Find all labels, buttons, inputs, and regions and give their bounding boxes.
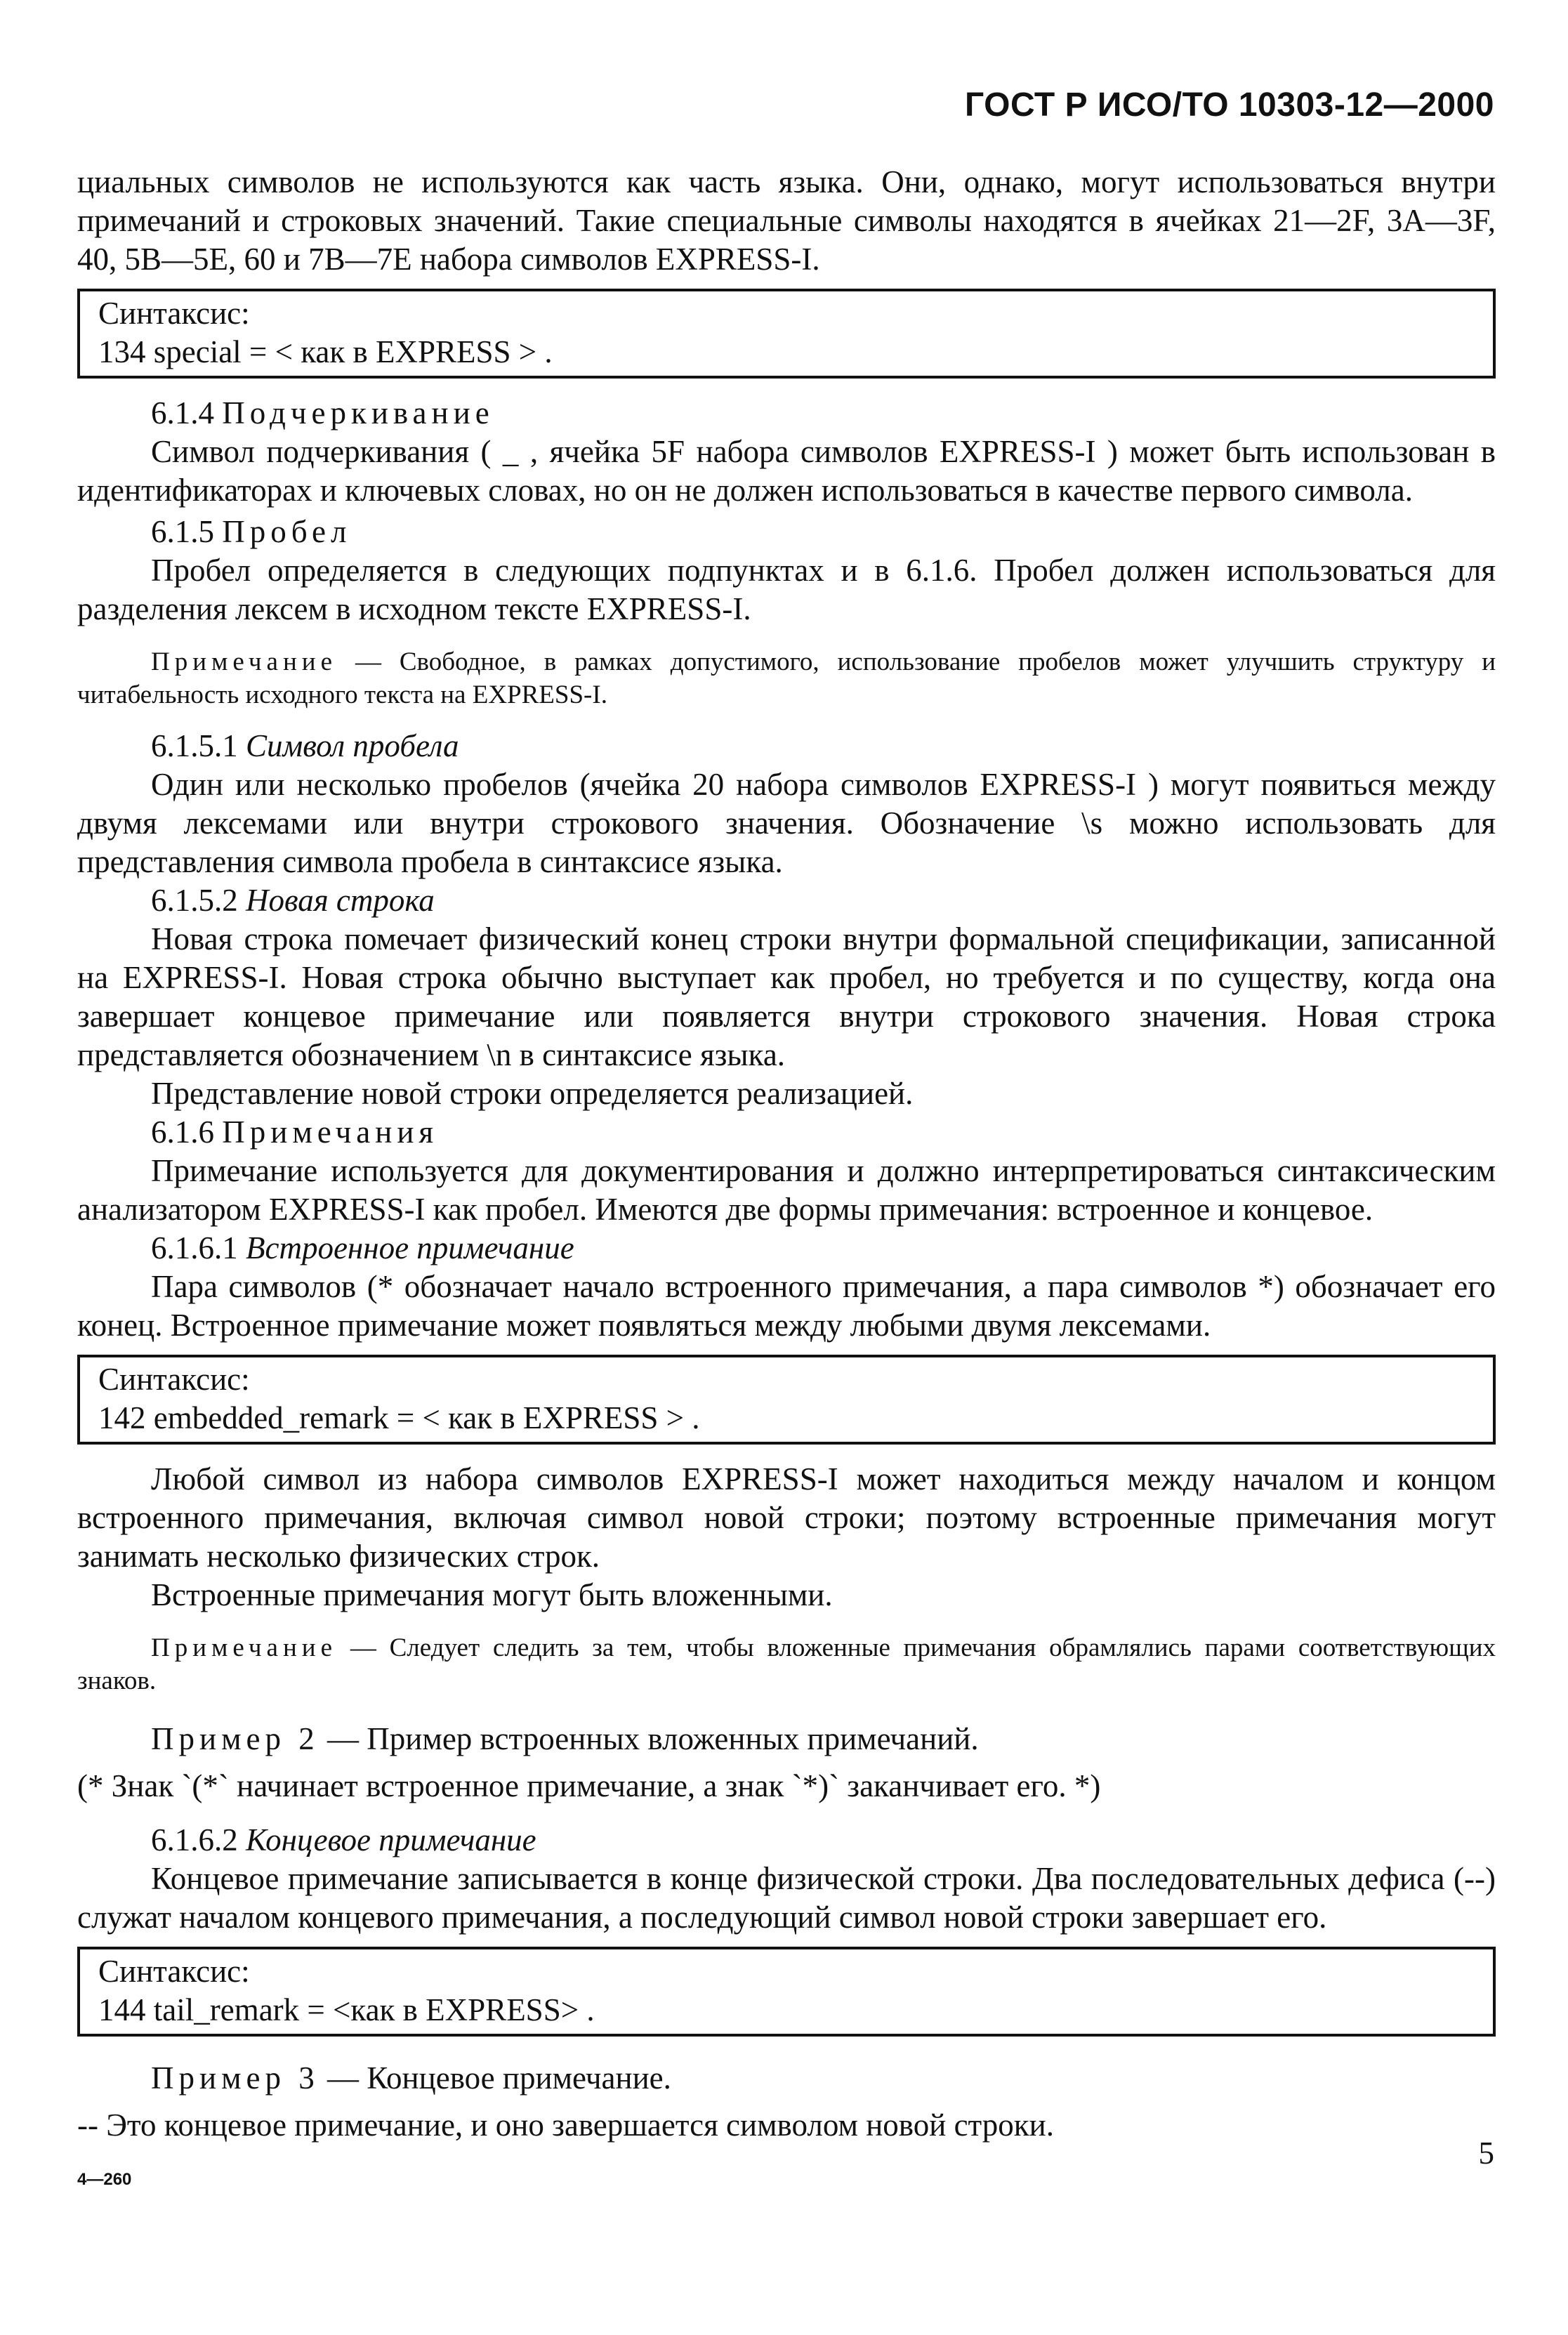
note-label: Примечание bbox=[151, 1633, 337, 1662]
syntax-rule: 142 embedded_remark = < как в EXPRESS > . bbox=[98, 1400, 700, 1435]
example-3-code: -- Это концевое примечание, и оно завершается символом новой строки. bbox=[77, 2107, 1054, 2143]
section-heading-newline bbox=[77, 881, 1496, 920]
syntax-label: Синтаксис: bbox=[98, 1954, 250, 1989]
example-label: Пример 2 bbox=[151, 1721, 319, 1756]
syntax-rule: 144 tail_remark = <как в EXPRESS> . bbox=[98, 1992, 595, 2027]
section-title: Примечания bbox=[222, 1114, 439, 1150]
section-number: 6.1.5.1 bbox=[151, 728, 246, 763]
section-title: Символ пробела bbox=[246, 728, 459, 763]
section-heading-underscore bbox=[77, 394, 1496, 433]
section-number: 6.1.6 bbox=[151, 1114, 223, 1150]
section-number: 6.1.5 bbox=[151, 514, 223, 549]
page-number: 5 bbox=[1478, 2136, 1494, 2171]
paragraph-remarks: Примечание используется для документирования и должно интерпретироваться синтаксическим анализатором EXPRESS-I как пробел. Имеются две формы примечания: встроенное и концевое. bbox=[77, 1153, 1496, 1227]
section-title: Пробел bbox=[222, 514, 352, 549]
print-code: 4—260 bbox=[77, 2170, 132, 2189]
section-number: 6.1.4 bbox=[151, 395, 223, 430]
paragraph-space: Пробел определяется в следующих подпунктах и в 6.1.6. Пробел должен использоваться для разделения лексем в исходном тексте EXPRESS-I. bbox=[77, 553, 1496, 626]
section-title: Концевое примечание bbox=[246, 1822, 536, 1857]
syntax-label: Синтаксис: bbox=[98, 296, 250, 331]
section-heading-remarks bbox=[77, 1113, 1496, 1152]
section-number: 6.1.5.2 bbox=[151, 883, 246, 918]
syntax-box-tail-remark bbox=[77, 1947, 1496, 2037]
example-3-caption bbox=[77, 2059, 1496, 2098]
note-nested bbox=[77, 1631, 1496, 1697]
paragraph-space-char: Один или несколько пробелов (ячейка 20 набора символов EXPRESS-I ) могут появиться между двумя лексемами или внутри строкового значения. Обозначение \s можно использовать для представления символа пробела в синтаксисе языка. bbox=[77, 767, 1496, 879]
section-heading-space-char bbox=[77, 727, 1496, 765]
syntax-box-special bbox=[77, 289, 1496, 379]
note-text: — Свободное, в рамках допустимого, использование пробелов может улучшить структуру и читабельность исходного текста на EXPRESS-I. bbox=[77, 647, 1496, 709]
paragraph-tail-remark: Концевое примечание записывается в конце физической строки. Два последовательных дефиса (--) служат началом концевого примечания, а последующий символ новой строки завершает его. bbox=[77, 1861, 1496, 1935]
example-2-code: (* Знак `(*` начинает встроенное примечание, а знак `*)` заканчивает его. *) bbox=[77, 1768, 1101, 1803]
paragraph-underscore: Символ подчеркивания ( _ , ячейка 5F набора символов EXPRESS-I ) может быть использован в идентификаторах и ключевых словах, но он не должен использоваться в качестве первого символа. bbox=[77, 434, 1496, 508]
section-heading-tail-remark bbox=[77, 1821, 1496, 1860]
document-header: ГОСТ Р ИСО/ТО 10303-12—2000 bbox=[965, 86, 1494, 124]
paragraph-newline: Новая строка помечает физический конец строки внутри формальной спецификации, записанной на EXPRESS-I. Новая строка обычно выступает как пробел, но требуется и по существу, когда она завершает концевое примечание или появляется внутри строкового значения. Новая строка представляется обозначением \n в синтаксисе языка. bbox=[77, 921, 1496, 1072]
example-text: — Концевое примечание. bbox=[319, 2060, 671, 2096]
section-title: Новая строка bbox=[246, 883, 435, 918]
note-label: Примечание bbox=[151, 647, 337, 676]
paragraph-continuation: циальных символов не используются как часть языка. Они, однако, могут использоваться внутри примечаний и строковых значений. Такие специальные символы находятся в ячейках 21—2F, 3A—3F, 40, 5B—5E, 60 и 7B—7E набора символов EXPRESS-I. bbox=[77, 164, 1496, 277]
note-space bbox=[77, 645, 1496, 711]
section-title: Подчеркивание bbox=[222, 395, 494, 430]
paragraph-embedded-remark-nested: Встроенные примечания могут быть вложенными. bbox=[151, 1577, 833, 1612]
section-heading-embedded-remark bbox=[77, 1229, 1496, 1268]
paragraph-embedded-remark: Пара символов (* обозначает начало встроенного примечания, а пара символов *) обозначает его конец. Встроенное примечание может появляться между любыми двумя лексемами. bbox=[77, 1269, 1496, 1343]
paragraph-embedded-remark-chars: Любой символ из набора символов EXPRESS-I может находиться между началом и концом встроенного примечания, включая символ новой строки; поэтому встроенные примечания могут занимать несколько физических строк. bbox=[77, 1461, 1496, 1574]
section-heading-space bbox=[77, 513, 1496, 551]
example-label: Пример 3 bbox=[151, 2060, 319, 2096]
section-number: 6.1.6.2 bbox=[151, 1822, 246, 1857]
syntax-rule: 134 special = < как в EXPRESS > . bbox=[98, 334, 553, 369]
syntax-box-embedded-remark bbox=[77, 1355, 1496, 1445]
section-title: Встроенное примечание bbox=[246, 1230, 574, 1265]
section-number: 6.1.6.1 bbox=[151, 1230, 246, 1265]
example-2-caption bbox=[77, 1720, 1496, 1758]
page-body bbox=[77, 163, 1496, 2145]
note-text: — Следует следить за тем, чтобы вложенные примечания обрамлялись парами соответствующих знаков. bbox=[77, 1633, 1496, 1695]
paragraph-newline-impl: Представление новой строки определяется реализацией. bbox=[151, 1076, 914, 1111]
syntax-label: Синтаксис: bbox=[98, 1362, 250, 1397]
example-text: — Пример встроенных вложенных примечаний. bbox=[319, 1721, 979, 1756]
